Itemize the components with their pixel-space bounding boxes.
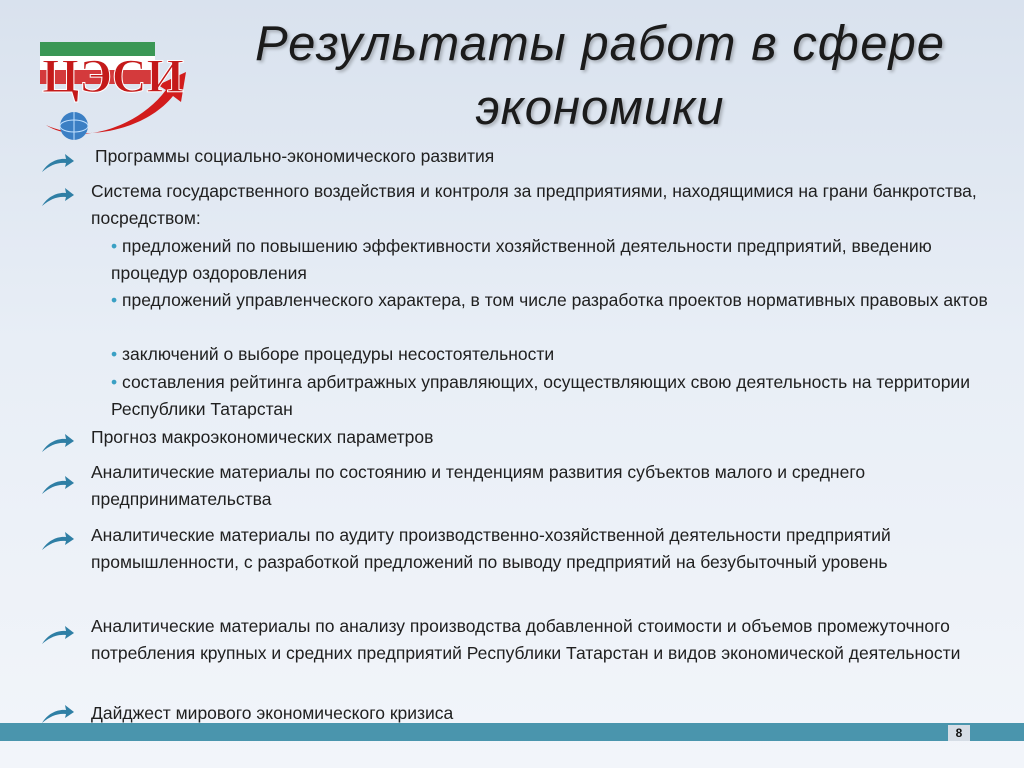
- bullet-icon: •: [111, 344, 118, 364]
- list-item: [91, 613, 991, 667]
- list-item-text: Аналитические материалы по анализу производства добавленной стоимости и объемов промежуточного потребления крупных и средних предприятий Республики Татарстан и видов экономической деятельности: [91, 616, 961, 663]
- list-item-text: Дайджест мирового экономического кризиса: [91, 703, 454, 723]
- title-line-2: экономики: [475, 81, 725, 135]
- sub-list-item: [111, 287, 1001, 314]
- list-item-text: Аналитические материалы по аудиту производственно-хозяйственной деятельности предприятий промышленности, с разработкой предложений по выводу предприятий на безубыточный уровень: [91, 525, 891, 572]
- bullet-icon: •: [111, 236, 118, 256]
- curved-arrow-icon: [40, 152, 76, 174]
- list-item-text: Программы социально-экономического развития: [95, 146, 495, 166]
- sub-list-item: [111, 341, 1001, 368]
- list-item-text: Система государственного воздействия и контроля за предприятиями, находящимися на грани банкротства, посредством:: [91, 181, 977, 228]
- sub-list-item-text: составления рейтинга арбитражных управляющих, осуществляющих свою деятельность на территории Республики Татарстан: [111, 372, 970, 419]
- list-item: [91, 178, 991, 232]
- page-number: 8: [948, 725, 970, 741]
- bullet-icon: •: [111, 290, 118, 310]
- sub-list-item-text: предложений по повышению эффективности хозяйственной деятельности предприятий, введению процедур оздоровления: [111, 236, 932, 283]
- curved-arrow-icon: [40, 530, 76, 552]
- list-item: [91, 522, 991, 576]
- sub-list-item: [111, 233, 1001, 287]
- curved-arrow-icon: [40, 703, 76, 725]
- list-item: [91, 424, 991, 451]
- list-item-text: Аналитические материалы по состоянию и тенденциям развития субъектов малого и среднего предпринимательства: [91, 462, 866, 509]
- curved-arrow-icon: [40, 624, 76, 646]
- list-item-text: Прогноз макроэкономических параметров: [91, 427, 434, 447]
- sub-list-item-text: предложений управленческого характера, в том числе разработка проектов нормативных правовых актов: [117, 290, 988, 310]
- logo-text: ЦЭСИ: [42, 50, 184, 103]
- list-item: [91, 459, 991, 513]
- curved-arrow-icon: [40, 432, 76, 454]
- bullet-icon: •: [111, 372, 118, 392]
- title-line-1: Результаты работ в сфере: [254, 17, 946, 71]
- curved-arrow-icon: [40, 474, 76, 496]
- list-item: [95, 143, 995, 170]
- sub-list-item-text: заключений о выборе процедуры несостоятельности: [117, 344, 555, 364]
- sub-list-item: [111, 369, 1001, 423]
- curved-arrow-icon: [40, 186, 76, 208]
- footer-bar: [0, 723, 1024, 741]
